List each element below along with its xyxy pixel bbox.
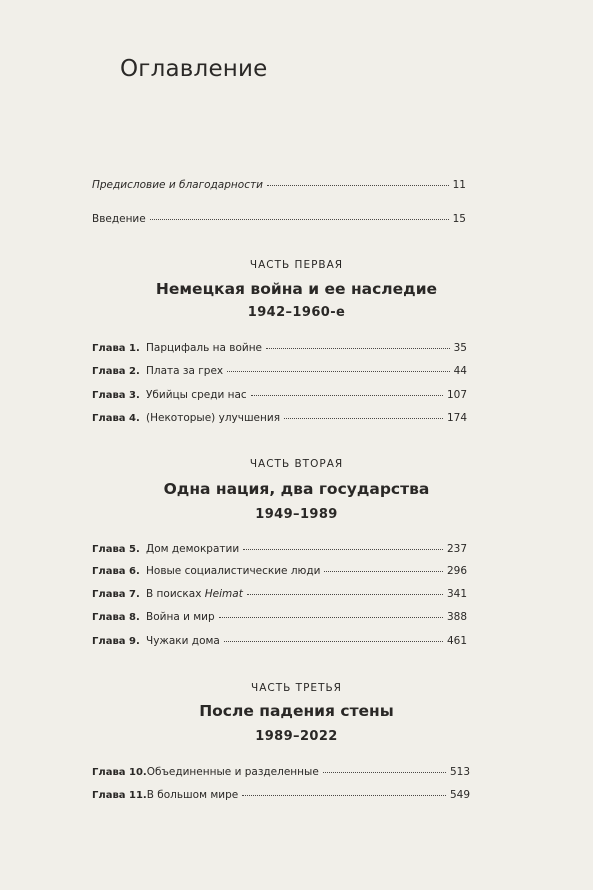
part-1-years: 1942–1960-е <box>247 305 346 320</box>
part-3-title: После падения стены <box>199 702 394 720</box>
chapter-number: Глава 9. <box>92 636 140 647</box>
part-1-title: Немецкая война и ее наследие <box>155 280 438 298</box>
chapter-page: 107 <box>446 389 467 401</box>
chapter-title: Плата за грех <box>146 365 224 377</box>
chapter-page: 44 <box>453 365 467 377</box>
toc-entry-introduction[interactable] <box>92 212 466 226</box>
chapter-number: Глава 1. <box>92 343 140 354</box>
part-3-label: ЧАСТЬ ТРЕТЬЯ <box>251 682 342 694</box>
chapter-page: 296 <box>446 565 467 577</box>
chapter-title: Парцифаль на войне <box>146 342 263 354</box>
page-title: Оглавление <box>120 56 268 82</box>
chapter-number: Глава 2. <box>92 366 140 377</box>
entry-page: 15 <box>452 213 466 225</box>
toc-entry-chapter-8[interactable] <box>92 610 467 625</box>
part-1-label: ЧАСТЬ ПЕРВАЯ <box>249 259 344 271</box>
chapter-number: Глава 7. <box>92 589 140 600</box>
chapter-title: Новые социалистические люди <box>146 565 321 577</box>
dot-leader <box>219 616 443 618</box>
chapter-number: Глава 4. <box>92 413 140 424</box>
dot-leader <box>267 184 449 186</box>
chapter-title: Дом демократии <box>146 543 240 555</box>
part-2-label: ЧАСТЬ ВТОРАЯ <box>249 458 344 470</box>
toc-entry-chapter-4[interactable] <box>92 411 467 426</box>
chapter-title: Война и мир <box>146 611 215 623</box>
chapter-page: 174 <box>446 412 467 424</box>
toc-entry-chapter-3[interactable] <box>92 388 467 403</box>
toc-entry-chapter-6[interactable] <box>92 564 467 579</box>
dot-leader <box>224 640 443 642</box>
chapter-page: 237 <box>446 543 467 555</box>
chapter-page: 461 <box>446 635 467 647</box>
chapter-number: Глава 11. <box>92 790 147 801</box>
chapter-title: Убийцы среди нас <box>146 389 247 401</box>
dot-leader <box>243 548 443 550</box>
part-2-title: Одна нация, два государства <box>163 480 430 498</box>
chapter-title-emphasis: Heimat <box>204 588 243 600</box>
chapter-page: 35 <box>453 342 467 354</box>
chapter-page: 388 <box>446 611 467 623</box>
dot-leader <box>266 347 450 349</box>
chapter-number: Глава 8. <box>92 612 140 623</box>
chapter-number: Глава 5. <box>92 544 140 555</box>
dot-leader <box>150 218 449 220</box>
toc-entry-preface[interactable] <box>92 178 466 192</box>
toc-entry-chapter-1[interactable] <box>92 341 467 356</box>
chapter-page: 341 <box>446 588 467 600</box>
chapter-page: 513 <box>449 766 470 778</box>
chapter-title <box>146 587 243 601</box>
chapter-title: В большом мире <box>146 789 239 801</box>
dot-leader <box>284 417 443 419</box>
toc-entry-chapter-10[interactable] <box>92 765 470 780</box>
part-2-years: 1949–1989 <box>255 507 338 522</box>
chapter-number: Глава 3. <box>92 390 140 401</box>
dot-leader <box>324 570 442 572</box>
chapter-number: Глава 10. <box>92 767 147 778</box>
chapter-title-text: В поисках <box>146 588 205 600</box>
dot-leader <box>251 394 443 396</box>
chapter-number: Глава 6. <box>92 566 140 577</box>
toc-entry-chapter-2[interactable] <box>92 364 467 379</box>
toc-entry-chapter-7[interactable] <box>92 587 467 602</box>
chapter-page: 549 <box>449 789 470 801</box>
entry-label: Введение <box>92 213 146 225</box>
toc-entry-chapter-5[interactable] <box>92 542 467 557</box>
toc-entry-chapter-11[interactable] <box>92 788 470 803</box>
dot-leader <box>242 794 446 796</box>
toc-entry-chapter-9[interactable] <box>92 634 467 649</box>
dot-leader <box>247 593 443 595</box>
part-3-years: 1989–2022 <box>255 729 338 744</box>
dot-leader <box>227 370 449 372</box>
entry-label: Предисловие и благодарности <box>92 179 263 191</box>
entry-page: 11 <box>452 179 466 191</box>
dot-leader <box>323 771 446 773</box>
chapter-title: Объединенные и разделенные <box>146 766 319 778</box>
chapter-title: Чужаки дома <box>146 635 220 647</box>
chapter-title: (Некоторые) улучшения <box>146 412 281 424</box>
